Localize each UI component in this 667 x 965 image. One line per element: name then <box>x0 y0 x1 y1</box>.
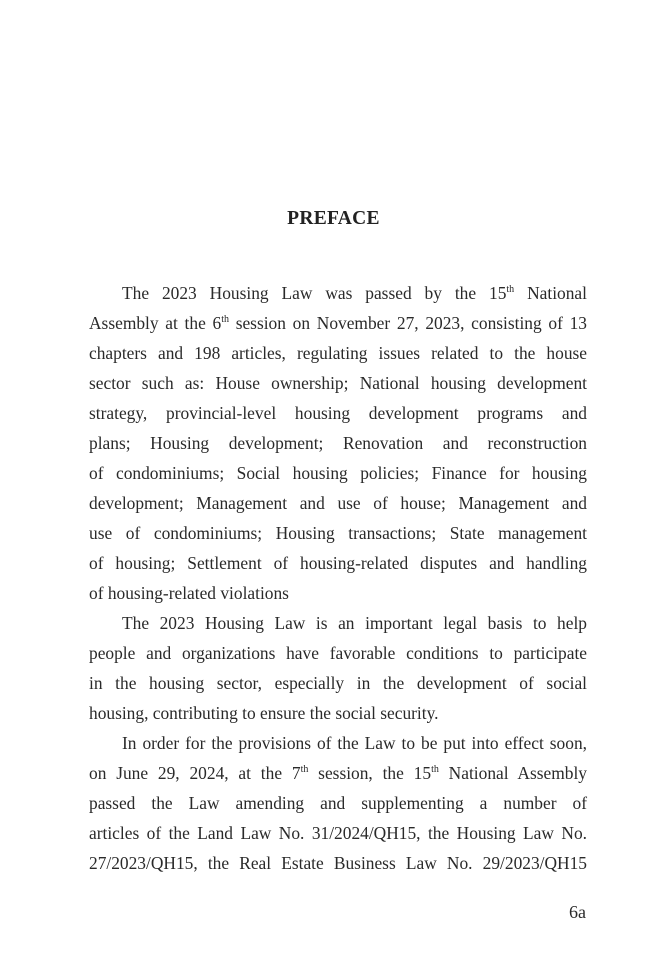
text-line: people and organizations have favorable conditions to participate <box>89 643 587 663</box>
text-line: of housing; Settlement of housing-related disputes and handling <box>89 553 587 573</box>
paragraph <box>89 278 587 608</box>
text-line: passed the Law amending and supplementing a number of <box>89 793 587 813</box>
text-line: of housing-related violations <box>89 583 289 603</box>
superscript: th <box>431 764 439 775</box>
text-line: articles of the Land Law No. 31/2024/QH15, the Housing Law No. <box>89 823 587 843</box>
text-line: In order for the provisions of the Law to be put into effect soon, <box>122 733 587 753</box>
superscript: th <box>221 314 229 325</box>
page-title: PREFACE <box>287 208 380 229</box>
text-line: of condominiums; Social housing policies; Finance for housing <box>89 463 587 483</box>
superscript: th <box>300 764 309 775</box>
text-line: plans; Housing development; Renovation and reconstruction <box>89 433 587 453</box>
superscript: th <box>506 284 515 295</box>
text-line: strategy, provincial-level housing development programs and <box>89 403 587 423</box>
text-line: use of condominiums; Housing transactions; State management <box>89 523 587 543</box>
text-line: sector such as: House ownership; National housing development <box>89 373 587 393</box>
text-line: The 2023 Housing Law is an important legal basis to help <box>122 613 587 633</box>
preface-body <box>89 278 587 878</box>
text-line: 27/2023/QH15, the Real Estate Business Law No. 29/2023/QH15 <box>89 853 587 873</box>
text-line: development; Management and use of house; Management and <box>89 493 587 513</box>
paragraph <box>89 608 587 728</box>
paragraph <box>89 728 587 878</box>
text-line: housing, contributing to ensure the social security. <box>89 703 439 723</box>
text-line: chapters and 198 articles, regulating issues related to the house <box>89 343 587 363</box>
text-line: Assembly at the 6th session on November 27, 2023, consisting of 13 <box>89 313 587 333</box>
text-line: in the housing sector, especially in the development of social <box>89 673 587 693</box>
page-number: 6a <box>569 902 586 922</box>
text-line: on June 29, 2024, at the 7th session, the 15th National Assembly <box>89 763 587 783</box>
text-line: The 2023 Housing Law was passed by the 15th National <box>122 283 587 303</box>
